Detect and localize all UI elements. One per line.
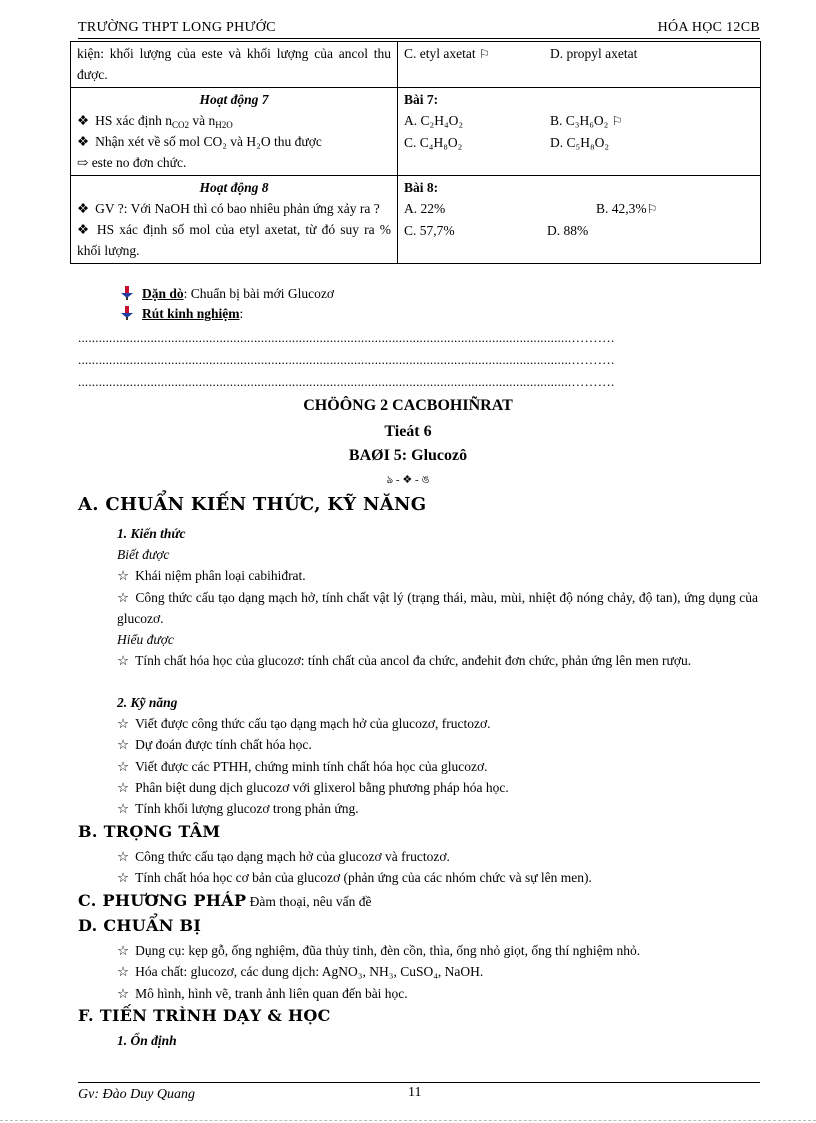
activity-table: [70, 41, 761, 264]
section-c-line: [78, 891, 372, 910]
list-item: ☆ Tính chất hóa học cơ bản của glucozơ (phản ứng của các nhóm chức và sự lên men).: [117, 870, 592, 885]
star-bullet-icon: ☆: [117, 943, 130, 958]
row1-left: kiện: khối lượng của este và khối lượng của ancol thu được.: [71, 42, 398, 88]
table-row: [71, 176, 761, 264]
star-bullet-icon: ☆: [117, 737, 130, 752]
option-d: D. propyl axetat: [550, 46, 638, 61]
subsection-skills: 2. Kỹ năng: [117, 695, 178, 710]
list-item: ☆ Dụng cụ: kẹp gỗ, ống nghiệm, đũa thủy tinh, đèn cồn, thìa, ống nhỏ giọt, ống thí nghiệm nhỏ.: [117, 943, 641, 958]
section-c-text: Đàm thoại, nêu vấn đề: [249, 894, 372, 909]
review-label: Rút kinh nghiệm: [142, 306, 240, 321]
option-c: C. C₄H₈O₂: [404, 135, 463, 150]
section-f-title: F. TIẾN TRÌNH DẠY & HỌC: [78, 1006, 331, 1025]
row3-right: [398, 176, 761, 264]
star-bullet-icon: ☆: [117, 716, 130, 731]
star-bullet-icon: ☆: [117, 653, 130, 668]
list-item: ☆ Hóa chất: glucozơ, các dung dịch: AgNO₃, NH₃, CuSO₄, NaOH.: [117, 964, 484, 979]
pin-icon: [120, 286, 134, 300]
exercise-title: Bài 7:: [404, 92, 439, 107]
homework-line: [120, 284, 334, 304]
row3-left: [71, 176, 398, 264]
arrow-right-icon: ⇨: [77, 155, 92, 170]
option-b: B. C₃H₆O₂ ⚐: [550, 113, 623, 128]
lesson-title: BAØI 5: Glucozô: [348, 447, 468, 464]
school-name: TRƯỜNG THPT LONG PHƯỚC: [78, 20, 276, 35]
table-row: [71, 42, 761, 88]
pin-icon: [120, 306, 134, 320]
list-item: ☆ Khái niệm phân loại cabihiđrat.: [117, 568, 306, 583]
star-bullet-icon: ☆: [117, 801, 130, 816]
diamond-bullet-icon: ❖: [77, 222, 91, 237]
diamond-bullet-icon: ❖: [77, 134, 90, 149]
option-d: D. 88%: [547, 223, 589, 238]
list-item: ☆ Viết được công thức cấu tạo dạng mạch hở của glucozơ, fructozơ.: [117, 716, 491, 731]
star-bullet-icon: ☆: [117, 780, 130, 795]
page-break-line: [0, 1120, 816, 1121]
section-d-title: D. CHUẨN BỊ: [78, 916, 202, 935]
step-item: 1. Ổn định: [117, 1033, 177, 1048]
option-c: C. etyl axetat ⚐: [404, 46, 490, 61]
review-line: [120, 304, 243, 324]
star-bullet-icon: ☆: [117, 590, 130, 605]
diamond-bullet-icon: ❖: [77, 201, 90, 216]
subject-name: HÓA HỌC 12CB: [657, 20, 760, 35]
star-bullet-icon: ☆: [117, 759, 130, 774]
list-item: ☆ Dự đoán được tính chất hóa học.: [117, 737, 312, 752]
option-b: B. 42,3%⚐: [596, 201, 658, 216]
understand-label: Hiểu được: [117, 632, 174, 647]
activity-title: Hoạt động 8: [199, 180, 269, 195]
homework-label: Dặn dò: [142, 286, 184, 301]
list-item: ☆ Công thức cấu tạo dạng mạch hở của glucozơ và fructozơ.: [117, 849, 450, 864]
list-item: ⇨ este no đơn chức.: [77, 155, 187, 170]
know-label: Biết được: [117, 547, 170, 562]
lesson-number: Tieát 6: [384, 423, 432, 440]
list-item: ☆ Phân biệt dung dịch glucozơ với glixerol bằng phương pháp hóa học.: [117, 780, 509, 795]
footer-teacher: Gv: Đào Duy Quang: [78, 1087, 196, 1102]
section-b-title: B. TRỌNG TÂM: [78, 822, 221, 841]
diamond-bullet-icon: ❖: [77, 113, 90, 128]
star-bullet-icon: ☆: [117, 849, 130, 864]
exercise-title: Bài 8:: [404, 180, 439, 195]
activity-title: Hoạt động 7: [199, 92, 269, 107]
dotted-line: ...............................................................................................................................................……….: [78, 330, 615, 345]
section-c-title: C. PHƯƠNG PHÁP: [78, 891, 247, 910]
list-item: ❖ Nhận xét về số mol CO₂ và H₂O thu được: [77, 134, 322, 149]
list-item: ❖ HS xác định $n_{CO2}$ và $n_{H2O}$: [77, 113, 233, 130]
subsection-knowledge: 1. Kiến thức: [117, 526, 186, 541]
star-bullet-icon: ☆: [117, 964, 130, 979]
answer-flag-icon: ⚐: [646, 202, 658, 216]
list-item: ☆ Mô hình, hình vẽ, tranh ảnh liên quan đến bài học.: [117, 986, 408, 1001]
page-header: [78, 20, 760, 39]
row1-right: [398, 42, 761, 88]
answer-flag-icon: ⚐: [478, 47, 490, 61]
row2-left: [71, 88, 398, 176]
chapter-title: CHÖÔNG 2 CACBOHIÑRAT: [303, 397, 513, 414]
list-item: ☆ Tính khối lượng glucozơ trong phản ứng.: [117, 801, 359, 816]
section-a-title: A. CHUẨN KIẾN THỨC, KỸ NĂNG: [78, 494, 427, 515]
row2-right: [398, 88, 761, 176]
dotted-line: ...............................................................................................................................................……….: [78, 352, 615, 367]
list-item: ☆ Tính chất hóa học của glucozơ: tính chất của ancol đa chức, anđehit đơn chức, phản ứng lên men rượu.: [117, 653, 692, 668]
star-bullet-icon: ☆: [117, 986, 130, 1001]
dotted-line: ...............................................................................................................................................……….: [78, 374, 615, 389]
list-item: ☆ Viết được các PTHH, chứng minh tính chất hóa học của glucozơ.: [117, 759, 488, 774]
footer-rule: [78, 1082, 760, 1084]
review-colon: :: [239, 306, 244, 321]
list-item: ❖ GV ?: Với NaOH thì có bao nhiêu phản ứng xảy ra ?: [77, 201, 380, 216]
option-a: A. 22%: [404, 201, 446, 216]
list-item: ❖ HS xác định số mol của etyl axetat, từ đó suy ra % khối lượng.: [77, 222, 391, 258]
page-number: 11: [408, 1085, 422, 1100]
option-d: D. C₅H₈O₂: [550, 135, 610, 150]
homework-text: : Chuẩn bị bài mới Glucozơ: [183, 286, 335, 301]
list-item: ☆ Công thức cấu tạo dạng mạch hở, tính chất vật lý (trạng thái, màu, mùi, nhiệt độ nóng chảy, độ tan), ứng dụng của glucozơ.: [117, 590, 759, 626]
option-a: A. C₂H₄O₂: [404, 113, 464, 128]
option-c: C. 57,7%: [404, 223, 455, 238]
table-row: [71, 88, 761, 176]
answer-flag-icon: ⚐: [611, 114, 623, 128]
star-bullet-icon: ☆: [117, 568, 130, 583]
star-bullet-icon: ☆: [117, 870, 130, 885]
ornament-divider: ঌ - ❖ - ঙ: [386, 474, 430, 486]
